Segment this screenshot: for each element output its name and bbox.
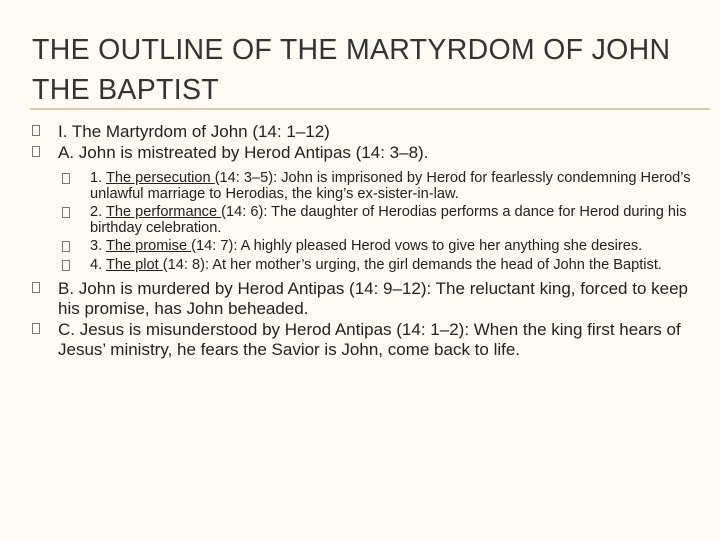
bullet-list (32, 122, 708, 361)
bullet-box-icon (32, 323, 40, 334)
bullet-box-icon (32, 146, 40, 157)
title-divider (30, 108, 710, 110)
list-item (32, 320, 708, 360)
sub-list-item (32, 239, 708, 255)
sub-item-number: 4. (90, 256, 106, 273)
bullet-box-icon (32, 125, 40, 136)
sub-item-text: (14: 3–5): John is imprisoned by Herod for fearlessly condemning Herod’s unlawful marriage to Herodias, the king’s ex-sister-in-law. (90, 170, 691, 202)
list-item-text: C. Jesus is misunderstood by Herod Antipas (14: 1–2): When the king first hears of Jesus’ ministry, he fears the Savior is John, come back to life. (58, 320, 681, 359)
list-item (32, 143, 708, 163)
sub-item-key: The plot (105, 256, 163, 273)
sub-list-item (32, 171, 708, 202)
sub-item-number: 3. (90, 238, 106, 254)
list-item-text: I. The Martyrdom of John (14: 1–12) (58, 122, 330, 141)
bullet-box-icon (62, 260, 70, 271)
sub-item-text: (14: 6): The daughter of Herodias performs a dance for Herod during his birthday celebration. (90, 204, 687, 236)
list-item-text: A. John is mistreated by Herod Antipas (14: 3–8). (58, 143, 429, 162)
bullet-box-icon (32, 282, 40, 293)
bullet-box-icon (62, 207, 70, 218)
bullet-box-icon (62, 173, 70, 184)
bullet-box-icon (62, 241, 70, 252)
sub-item-key: The promise (105, 238, 192, 254)
list-item (32, 279, 708, 319)
sub-list-item (32, 258, 708, 274)
sub-item-key: The persecution (105, 170, 215, 186)
list-item-text: B. John is murdered by Herod Antipas (14: 9–12): The reluctant king, forced to keep his promise, has John beheaded. (58, 279, 688, 318)
sub-item-number: 2. (90, 204, 106, 220)
slide-title: THE OUTLINE OF THE MARTYRDOM OF JOHN THE BAPTIST (32, 34, 671, 106)
list-item (32, 122, 708, 142)
sub-list-item (32, 205, 708, 236)
sub-item-text: (14: 7): A highly pleased Herod vows to give her anything she desires. (191, 238, 643, 254)
sub-item-text: (14: 8): At her mother’s urging, the girl demands the head of John the Baptist. (162, 256, 662, 273)
sub-item-number: 1. (90, 170, 106, 186)
sub-item-key: The performance (105, 204, 222, 220)
